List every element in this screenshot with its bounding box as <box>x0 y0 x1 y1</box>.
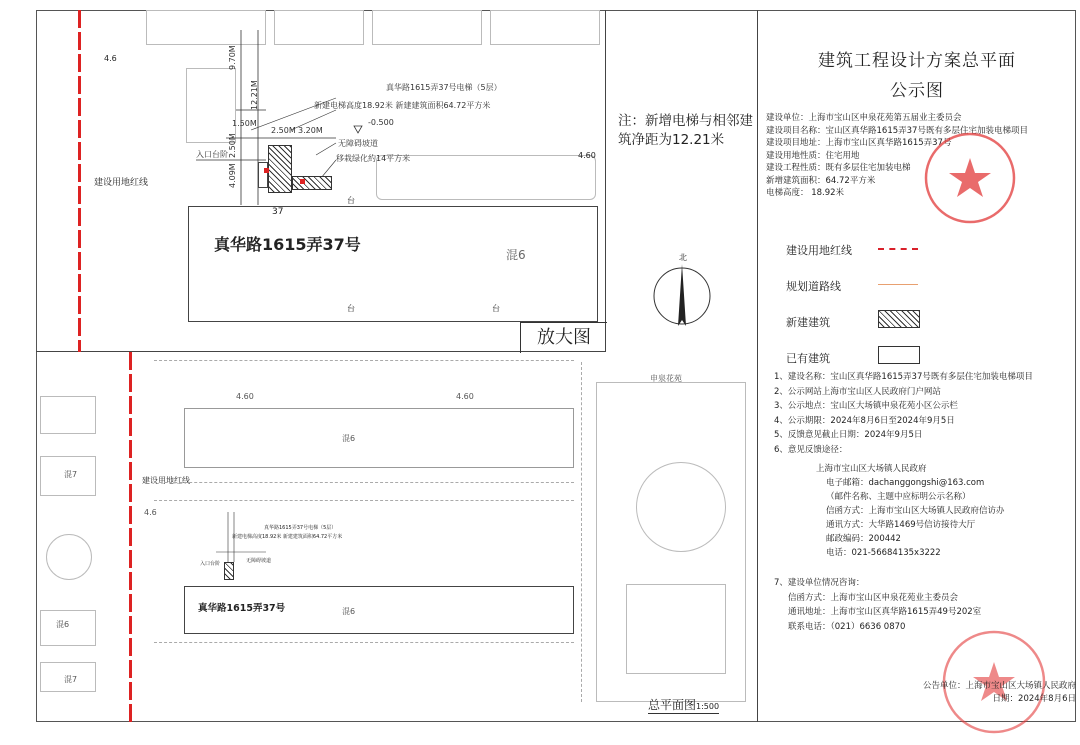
notice-item: 3、公示地点：宝山区大场镇申泉花苑小区公示栏 <box>774 401 958 412</box>
notice-item: 5、反馈意见截止日期：2024年9月5日 <box>774 430 923 441</box>
info-line: 建设工程性质：既有多层住宅加装电梯 <box>766 163 911 173</box>
north-arrow-icon <box>652 256 712 336</box>
legend-label: 规划道路线 <box>786 280 841 293</box>
master-plan-label <box>648 696 719 714</box>
notice-item: 6、意见反馈途径： <box>774 444 848 455</box>
info-line: 建设用地性质：住宅用地 <box>766 150 860 161</box>
existing-building <box>184 408 574 468</box>
clearance-note: 注：新增电梯与相邻建筑净距为12.21米 <box>618 113 753 148</box>
garden-circle <box>636 462 726 552</box>
road-line <box>154 482 574 483</box>
dim-12-21: 12.21M <box>250 80 259 110</box>
structure-label: 混6 <box>506 248 526 262</box>
north-label: 北 <box>679 253 687 262</box>
elevation-label: 4.6 <box>144 508 157 517</box>
dim-3-20: 3.20M <box>298 126 323 135</box>
info-line: 建设项目地址：上海市宝山区真华路1615弄37号 <box>766 138 952 148</box>
hatch-swatch <box>878 310 920 328</box>
feedback-line: 通讯方式：大华路1469号信访接待大厅 <box>826 520 976 530</box>
elevation-label: 4.60 <box>456 392 474 401</box>
marker <box>264 168 269 173</box>
callout-ramp: 无障碍坡道 <box>246 558 272 564</box>
dim-2-50: 2.50M <box>271 126 296 135</box>
enlarged-plan <box>36 10 606 352</box>
official-seal-icon <box>920 128 1020 228</box>
callout-elevator: 真华路1615弄37号电梯（5层） <box>386 83 502 92</box>
marker <box>300 179 305 184</box>
legend <box>786 242 1056 380</box>
tai-label: 台 <box>347 304 355 313</box>
callout-greening: 移栽绿化約14平方米 <box>336 154 411 163</box>
orange-line-swatch <box>878 284 918 285</box>
structure-label: 混7 <box>64 470 78 479</box>
garden-area <box>626 584 726 674</box>
feedback-block <box>816 462 1076 560</box>
info-panel <box>758 10 1076 722</box>
road-line <box>154 642 574 643</box>
enlarged-plan-label: 放大图 <box>520 322 607 353</box>
dim-9-70: 9.70M <box>228 45 237 70</box>
feedback-line: 信函方式：上海市宝山区大场镇人民政府信访办 <box>826 506 1005 516</box>
tai-label: 台 <box>347 196 355 205</box>
new-elevator <box>268 145 292 193</box>
building-number: 37 <box>272 207 284 217</box>
roundabout <box>46 534 92 580</box>
info-line: 建设项目名称：宝山区真华路1615弄37号既有多层住宅加装电梯项目 <box>766 125 1028 136</box>
page-subtitle: 公示图 <box>890 81 944 101</box>
legend-label: 新建建筑 <box>786 316 830 329</box>
tai-label: 台 <box>492 304 500 313</box>
structure-label: 混7 <box>64 675 78 684</box>
road-line <box>154 500 574 501</box>
notice-items <box>774 370 1074 458</box>
legend-item-road <box>786 278 1056 314</box>
legend-item-redline <box>786 242 1056 278</box>
announcer-block <box>892 680 1076 706</box>
structure-label: 混6 <box>342 607 356 616</box>
info-line: 建设单位：上海市宝山区申泉花苑第五届业主委员会 <box>766 113 962 123</box>
dim-4-09: 4.09M <box>228 163 237 188</box>
neighbor-building <box>40 396 96 434</box>
elevation-label: 4.60 <box>578 151 596 160</box>
elevation-label: 4.60 <box>236 392 254 401</box>
feedback-line: 上海市宝山区大场镇人民政府 <box>816 464 927 474</box>
redline-label: 建设用地红线 <box>94 178 149 188</box>
building-name: 真华路1615弄37号 <box>198 603 286 614</box>
legend-label: 建设用地红线 <box>786 244 852 257</box>
info-line: 新增建筑面积：64.72平方米 <box>766 175 876 186</box>
community-name: 申泉花苑 <box>650 374 682 383</box>
callout-height-area: 新建电梯高度18.92米 新建建筑面积64.72平方米 <box>232 534 343 540</box>
dimension-lines <box>206 512 326 572</box>
box-swatch <box>878 346 920 364</box>
callout-height-area: 新建电梯高度18.92米 新建建筑面积64.72平方米 <box>314 101 491 110</box>
consult-line: 信函方式：上海市宝山区申泉花苑业主委员会 <box>788 592 959 603</box>
legend-label: 已有建筑 <box>786 352 830 365</box>
master-plan-title: 总平面图 <box>648 698 697 712</box>
consult-line: 联系电话：（021）6636 0870 <box>788 621 906 632</box>
feedback-line: （邮件名称、主题中应标明公示名称） <box>826 492 971 502</box>
callout-ramp: 无障碍坡道 <box>338 139 378 148</box>
consult-title: 7、建设单位情况咨询： <box>774 578 865 588</box>
elevation-label: 4.6 <box>104 54 117 63</box>
building-name: 真华路1615弄37号 <box>214 235 361 254</box>
red-boundary-line <box>129 352 132 722</box>
ramp <box>292 176 332 190</box>
dim-1-50: 1.50M <box>232 119 257 128</box>
road-line <box>154 360 574 361</box>
note-box <box>606 10 758 352</box>
notice-item: 4、公示期限：2024年8月6日至2024年9月5日 <box>774 415 955 426</box>
structure-label: 混6 <box>342 434 356 443</box>
legend-item-new <box>786 314 1056 350</box>
notice-item: 1、建设名称：宝山区真华路1615弄37号既有多层住宅加装电梯项目 <box>774 372 1033 382</box>
elevation-minus: -0.500 <box>368 118 394 127</box>
page-title: 建筑工程设计方案总平面 <box>818 51 1016 71</box>
redline-label: 建设用地红线 <box>142 476 190 485</box>
official-seal-icon <box>934 624 1054 734</box>
dim-2-50-vertical: 2.50M <box>228 133 237 158</box>
notice-item: 2、公示网站上海市宝山区人民政府门户网站 <box>774 386 941 397</box>
announcer: 公告单位：上海市宝山区大场镇人民政府 <box>922 681 1076 691</box>
callout-elevator: 真华路1615弄37号电梯（5层） <box>264 525 337 531</box>
red-dash-swatch <box>878 248 918 250</box>
entrance-label: 入口台阶 <box>200 561 221 567</box>
feedback-line: 电子邮箱：dachanggongshi@163.com <box>826 478 985 488</box>
scale-label: 1:500 <box>696 702 720 711</box>
feedback-line: 邮政编码：200442 <box>826 534 901 544</box>
entrance-steps <box>258 162 268 188</box>
existing-building-37 <box>188 206 598 322</box>
info-line: 电梯高度： 18.92米 <box>766 188 845 198</box>
consult-line: 通讯地址：上海市宝山区真华路1615弄49号202室 <box>788 607 982 618</box>
announce-date: 日期：2024年8月6日 <box>992 694 1076 704</box>
structure-label: 混6 <box>56 620 70 629</box>
project-info <box>766 112 1066 200</box>
feedback-line: 电话：021-56684135x3222 <box>826 548 941 558</box>
entrance-label: 入口台阶 <box>196 150 228 159</box>
road-line <box>581 362 582 702</box>
master-plan <box>36 352 758 722</box>
